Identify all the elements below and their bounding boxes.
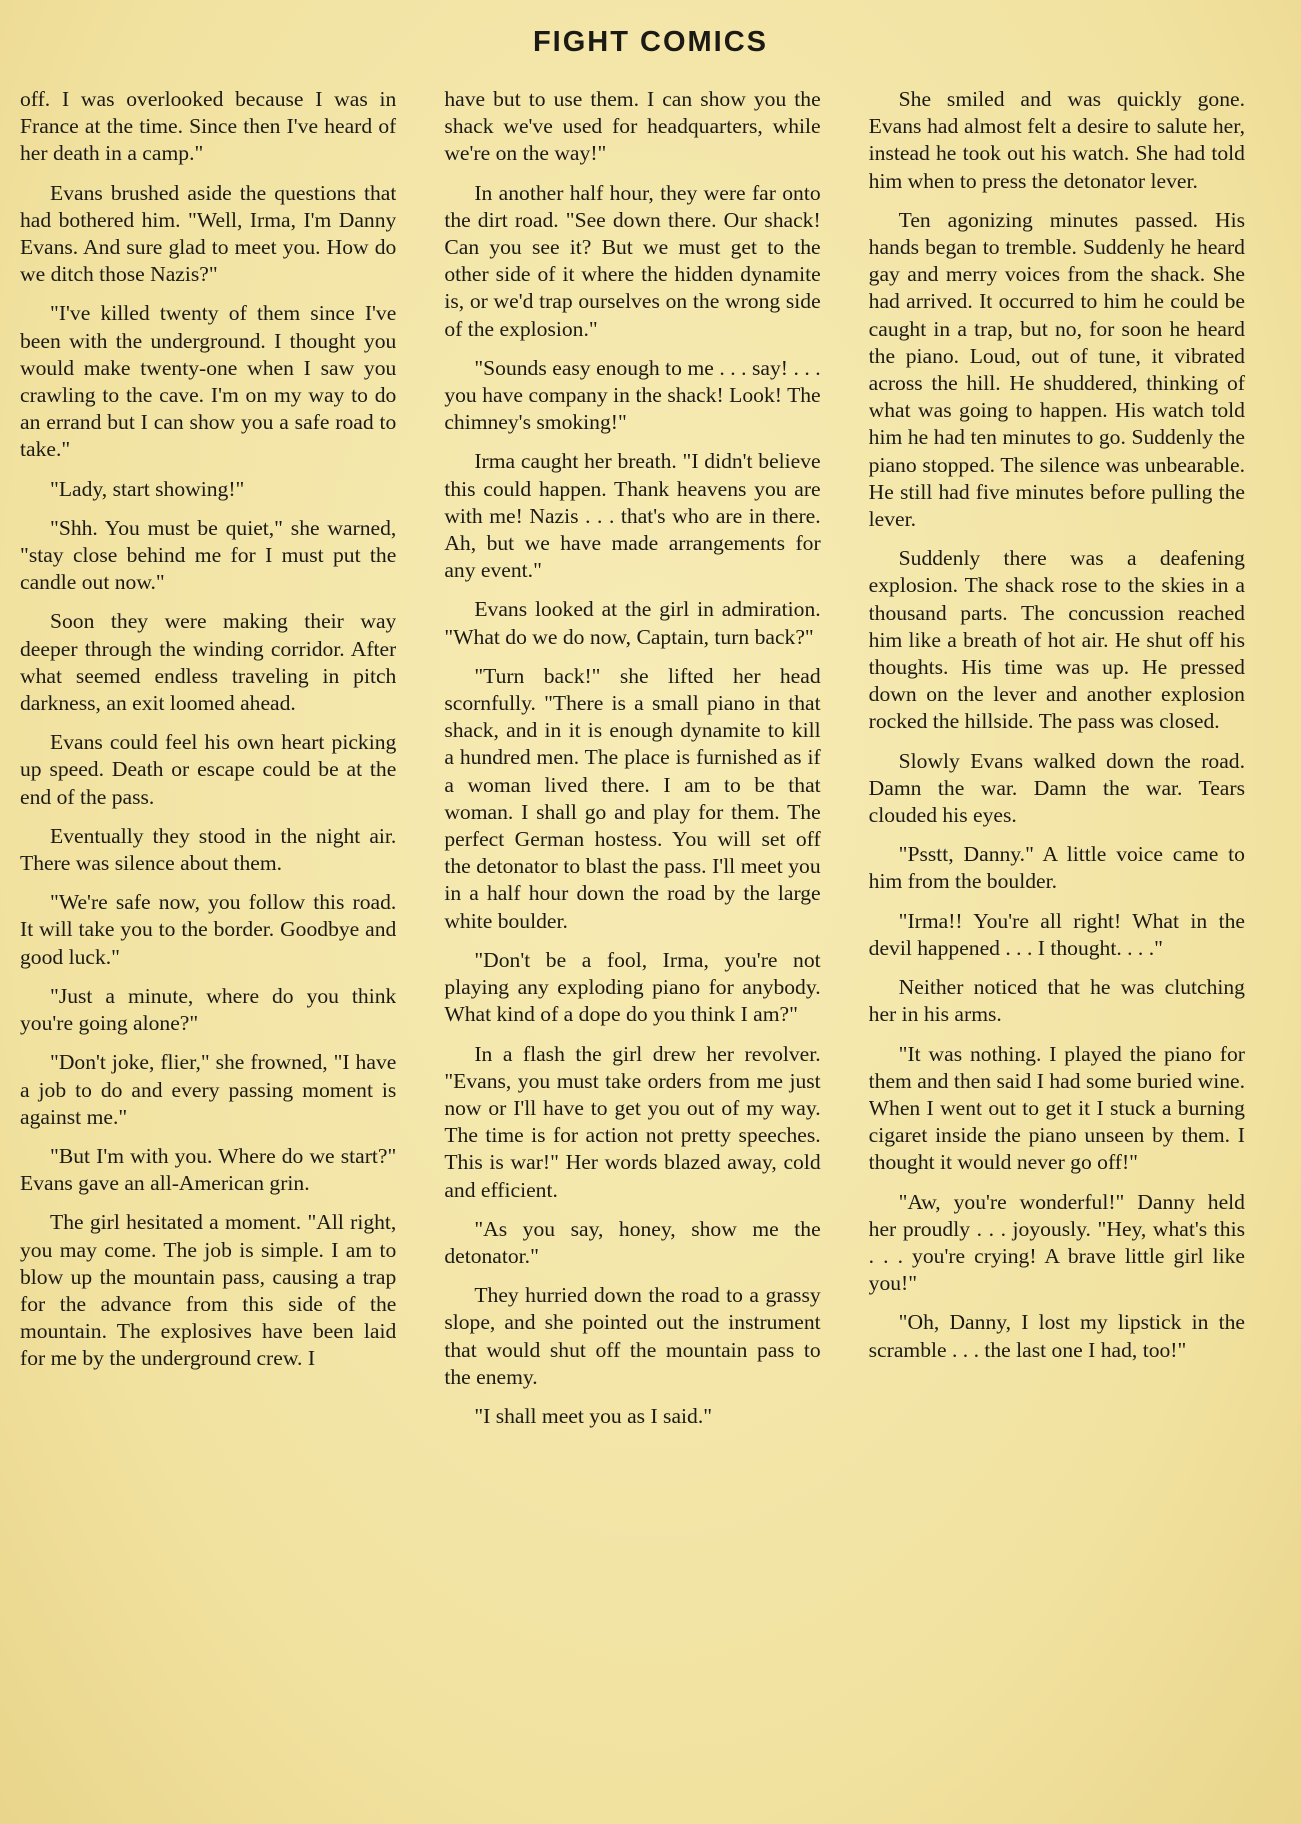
paragraph: "Shh. You must be quiet," she warned, "stay close behind me for I must put the candle out now." <box>20 515 397 595</box>
paragraph: Eventually they stood in the night air. There was silence about them. <box>20 823 397 876</box>
paragraph: "Aw, you're wonderful!" Danny held her proudly . . . joyously. "Hey, what's this . . . you're crying! A brave little girl like you!" <box>868 1189 1245 1296</box>
text-columns <box>20 86 1245 1806</box>
paragraph: "I've killed twenty of them since I've been with the underground. I thought you would make twenty-one when I saw you crawling to the cave. I'm on my way to do an errand but I can show you a safe road to take." <box>20 301 397 462</box>
paragraph: Evans could feel his own heart picking up speed. Death or escape could be at the end of the pass. <box>20 730 397 809</box>
paragraph: In another half hour, they were far onto the dirt road. "See down there. Our shack! Can you see it? But we must get to the other side of it where the hidden dynamite is, or we'd trap ourselves on the wrong side of the explosion." <box>444 180 821 341</box>
paragraph: have but to use them. I can show you the shack we've used for headquarters, while we're on the way!" <box>444 87 821 166</box>
paragraph: The girl hesitated a moment. "All right, you may come. The job is simple. I am to blow up the mountain pass, causing a trap for the advance from this side of the mountain. The explosives have been laid for me by the underground crew. I <box>20 1210 397 1371</box>
paragraph: "Sounds easy enough to me . . . say! . . . you have company in the shack! Look! The chimney's smoking!" <box>444 355 821 435</box>
paragraph: "We're safe now, you follow this road. It will take you to the border. Goodbye and good luck." <box>20 890 397 969</box>
paragraph: Evans brushed aside the questions that had bothered him. "Well, Irma, I'm Danny Evans. And sure glad to meet you. How do we ditch those Nazis?" <box>20 180 397 287</box>
paragraph: Neither noticed that he was clutching her in his arms. <box>868 975 1245 1027</box>
text-column-3 <box>869 86 1245 1806</box>
text-column-2 <box>444 86 820 1806</box>
paragraph: Soon they were making their way deeper through the winding corridor. After what seemed endless traveling in pitch darkness, an exit loomed ahead. <box>20 609 397 716</box>
paragraph: Irma caught her breath. "I didn't believe this could happen. Thank heavens you are with me! Nazis . . . that's who are in there. Ah, but we have made arrangements for any event." <box>444 449 821 583</box>
paragraph: "Don't be a fool, Irma, you're not playing any exploding piano for anybody. What kind of a dope do you think I am?" <box>444 947 821 1027</box>
paragraph: Suddenly there was a deafening explosion. The shack rose to the skies in a thousand parts. The concussion reached him like a breath of hot air. He shut off his thoughts. His time was up. He pressed down on the lever and another explosion rocked the hillside. The pass was closed. <box>868 546 1245 734</box>
paragraph: They hurried down the road to a grassy slope, and she pointed out the instrument that would shut off the mountain pass to the enemy. <box>444 1283 821 1389</box>
paragraph: Evans looked at the girl in admiration. "What do we do now, Captain, turn back?" <box>444 597 821 649</box>
paragraph: "I shall meet you as I said." <box>474 1403 713 1428</box>
paragraph: Slowly Evans walked down the road. Damn the war. Damn the war. Tears clouded his eyes. <box>868 748 1245 828</box>
paragraph: "Just a minute, where do you think you're going alone?" <box>20 983 397 1036</box>
text-column-1 <box>20 86 396 1806</box>
paragraph: "As you say, honey, show me the detonator." <box>444 1216 821 1268</box>
paragraph: "But I'm with you. Where do we start?" Evans gave an all-American grin. <box>20 1143 397 1196</box>
paragraph: off. I was overlooked because I was in France at the time. Since then I've heard of her death in a camp." <box>20 87 397 166</box>
paragraph: "It was nothing. I played the piano for them and then said I had some buried wine. When I went out to get it I stuck a burning cigaret inside the piano unseen by them. I thought it would never go off!" <box>868 1041 1245 1175</box>
paragraph: "Don't joke, flier," she frowned, "I have a job to do and every passing moment is against me." <box>20 1050 397 1129</box>
paragraph: "Turn back!" she lifted her head scornfully. "There is a small piano in that shack, and in it is enough dynamite to kill a hundred men. The place is furnished as if a woman lived there. I am to be that woman. I shall go and play for them. The perfect German hostess. You will set off the detonator to blast the pass. I'll meet you in a half hour down the road by the large white boulder. <box>444 663 821 933</box>
paragraph: In a flash the girl drew her revolver. "Evans, you must take orders from me just now or I'll have to get you out of my way. The time is for action not pretty speeches. This is war!" Her words blazed away, cold and efficient. <box>444 1041 821 1202</box>
paragraph: "Psstt, Danny." A little voice came to him from the boulder. <box>868 842 1245 894</box>
paragraph: She smiled and was quickly gone. Evans had almost felt a desire to salute her, instead he took out his watch. She had told him when to press the detonator lever. <box>868 87 1245 193</box>
paragraph: "Oh, Danny, I lost my lipstick in the scramble . . . the last one I had, too!" <box>868 1310 1245 1362</box>
paragraph: Ten agonizing minutes passed. His hands began to tremble. Suddenly he heard gay and merry voices from the shack. She had arrived. It occurred to him he could be caught in a trap, but no, for soon he heard the piano. Loud, out of tune, it vibrated across the hill. He shuddered, thinking of what was going to happen. His watch told him he had ten minutes to go. Suddenly the piano stopped. The silence was unbearable. He still had five minutes before pulling the lever. <box>868 207 1245 532</box>
page-header-title: FIGHT COMICS <box>532 26 769 58</box>
paragraph: "Lady, start showing!" <box>50 476 245 501</box>
paragraph: "Irma!! You're all right! What in the devil happened . . . I thought. . . ." <box>868 908 1245 960</box>
